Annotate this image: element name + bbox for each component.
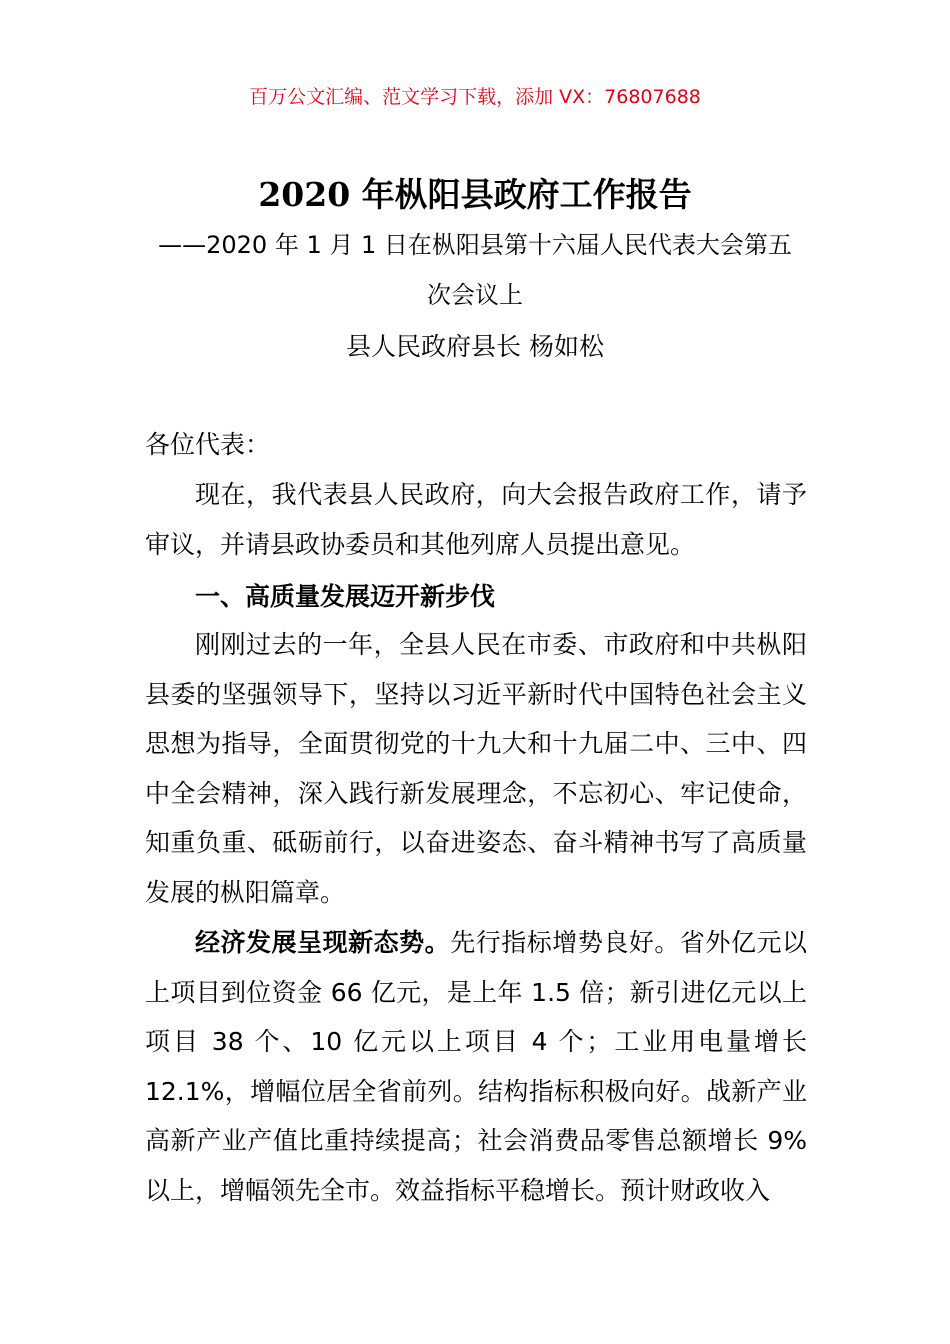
- subtitle-line-1: ——2020 年 1 月 1 日在枞阳县第十六届人民代表大会第五: [158, 231, 792, 259]
- paragraph-intro: 现在，我代表县人民政府，向大会报告政府工作，请予审议，并请县政协委员和其他列席人员提出意见。: [145, 480, 807, 559]
- header-banner: 百万公文汇编、范文学习下载，添加 VX：76807688: [249, 86, 701, 108]
- section-heading: 一、高质量发展迈开新步伐: [195, 582, 496, 611]
- salutation: 各位代表：: [145, 430, 271, 459]
- paragraph-economy: [145, 918, 807, 1216]
- paragraph-economy-text: 先行指标增势良好。省外亿元以上项目到位资金 66 亿元，是上年 1.5 倍；新引进亿元以上项目 38 个、10 亿元以上项目 4 个；工业用电量增长 12.1%，增幅位居全省前列。结构指标积极向好。战新产业高新产业产值比重持续提高；社会消费品零售总额增长 9%以上，增幅领先全市。效益指标平稳增长。预计财政收入: [145, 928, 807, 1205]
- subtitle-line-2: 次会议上: [427, 281, 523, 309]
- document-title: 2020 年枞阳县政府工作报告: [258, 175, 692, 214]
- author-line: 县人民政府县长 杨如松: [346, 332, 604, 361]
- paragraph-economy-lead: 经济发展呈现新态势。: [195, 928, 451, 957]
- paragraph-review: 刚刚过去的一年，全县人民在市委、市政府和中共枞阳县委的坚强领导下，坚持以习近平新时代中国特色社会主义思想为指导，全面贯彻党的十九大和十九届二中、三中、四中全会精神，深入践行新发展理念，不忘初心、牢记使命，知重负重、砥砺前行，以奋进姿态、奋斗精神书写了高质量发展的枞阳篇章。: [145, 630, 807, 907]
